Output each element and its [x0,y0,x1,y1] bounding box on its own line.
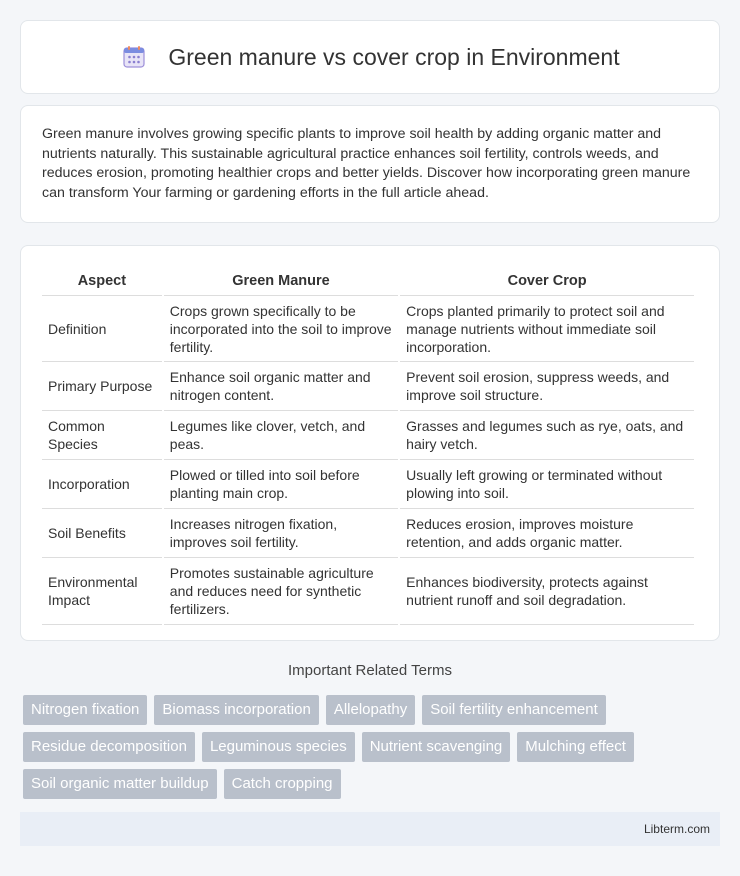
intro-card [20,105,720,223]
related-term-tag[interactable]: Residue decomposition [23,732,195,762]
related-term-tag[interactable]: Biomass incorporation [154,695,318,725]
calendar-icon [120,43,148,71]
intro-text: Green manure involves growing specific plants to improve soil health by adding organic matter and nutrients naturally. This sustainable agricultural practice enhances soil fertility, controls weeds, and reduces erosion, promoting healthier crops and better yields. Discover how incorporating green manure can transform Your farming or gardening efforts in the full article ahead. [42,126,691,201]
table-row [42,411,694,460]
table-header-cover-crop: Cover Crop [400,266,694,296]
table-row [42,296,694,362]
related-term-tag[interactable]: Catch cropping [224,769,341,799]
related-term-tag[interactable]: Allelopathy [326,695,415,725]
table-cell-cover-crop: Prevent soil erosion, suppress weeds, and improve soil structure. [400,362,694,411]
table-row [42,362,694,411]
footer-site-link[interactable]: Libterm.com [643,822,710,836]
table-header-green-manure: Green Manure [164,266,398,296]
table-header-aspect: Aspect [42,266,162,296]
related-term-tag[interactable]: Soil fertility enhancement [422,695,606,725]
table-row [42,460,694,509]
table-cell-green-manure: Legumes like clover, vetch, and peas. [164,411,398,460]
related-terms-list [23,695,723,799]
table-cell-aspect: Common Species [42,411,162,460]
related-term-tag[interactable]: Leguminous species [202,732,355,762]
table-cell-green-manure: Promotes sustainable agriculture and reduces need for synthetic fertilizers. [164,558,398,625]
table-cell-green-manure: Crops grown specifically to be incorporated into the soil to improve fertility. [164,296,398,362]
table-cell-aspect: Incorporation [42,460,162,509]
table-cell-green-manure: Plowed or tilled into soil before planting main crop. [164,460,398,509]
footer [20,812,720,846]
related-term-tag[interactable]: Nutrient scavenging [362,732,511,762]
table-cell-cover-crop: Enhances biodiversity, protects against nutrient runoff and soil degradation. [400,558,694,625]
table-cell-green-manure: Enhance soil organic matter and nitrogen content. [164,362,398,411]
table-cell-green-manure: Increases nitrogen fixation, improves soil fertility. [164,509,398,558]
table-row [42,558,694,625]
table-cell-cover-crop: Reduces erosion, improves moisture retention, and adds organic matter. [400,509,694,558]
page-title: Green manure vs cover crop in Environment [168,43,620,70]
table-cell-cover-crop: Crops planted primarily to protect soil and manage nutrients without immediate soil incorporation. [400,296,694,362]
related-terms-title: Important Related Terms [288,662,452,679]
table-cell-cover-crop: Usually left growing or terminated without plowing into soil. [400,460,694,509]
table-cell-aspect: Definition [42,296,162,362]
table-cell-aspect: Primary Purpose [42,362,162,411]
comparison-table-card [20,245,720,641]
related-term-tag[interactable]: Soil organic matter buildup [23,769,217,799]
table-header-row [42,266,694,296]
table-row [42,509,694,558]
related-term-tag[interactable]: Nitrogen fixation [23,695,147,725]
table-cell-cover-crop: Grasses and legumes such as rye, oats, and hairy vetch. [400,411,694,460]
related-term-tag[interactable]: Mulching effect [517,732,634,762]
table-cell-aspect: Soil Benefits [42,509,162,558]
comparison-table [40,266,696,625]
table-cell-aspect: Environmental Impact [42,558,162,625]
header-card [20,20,720,94]
